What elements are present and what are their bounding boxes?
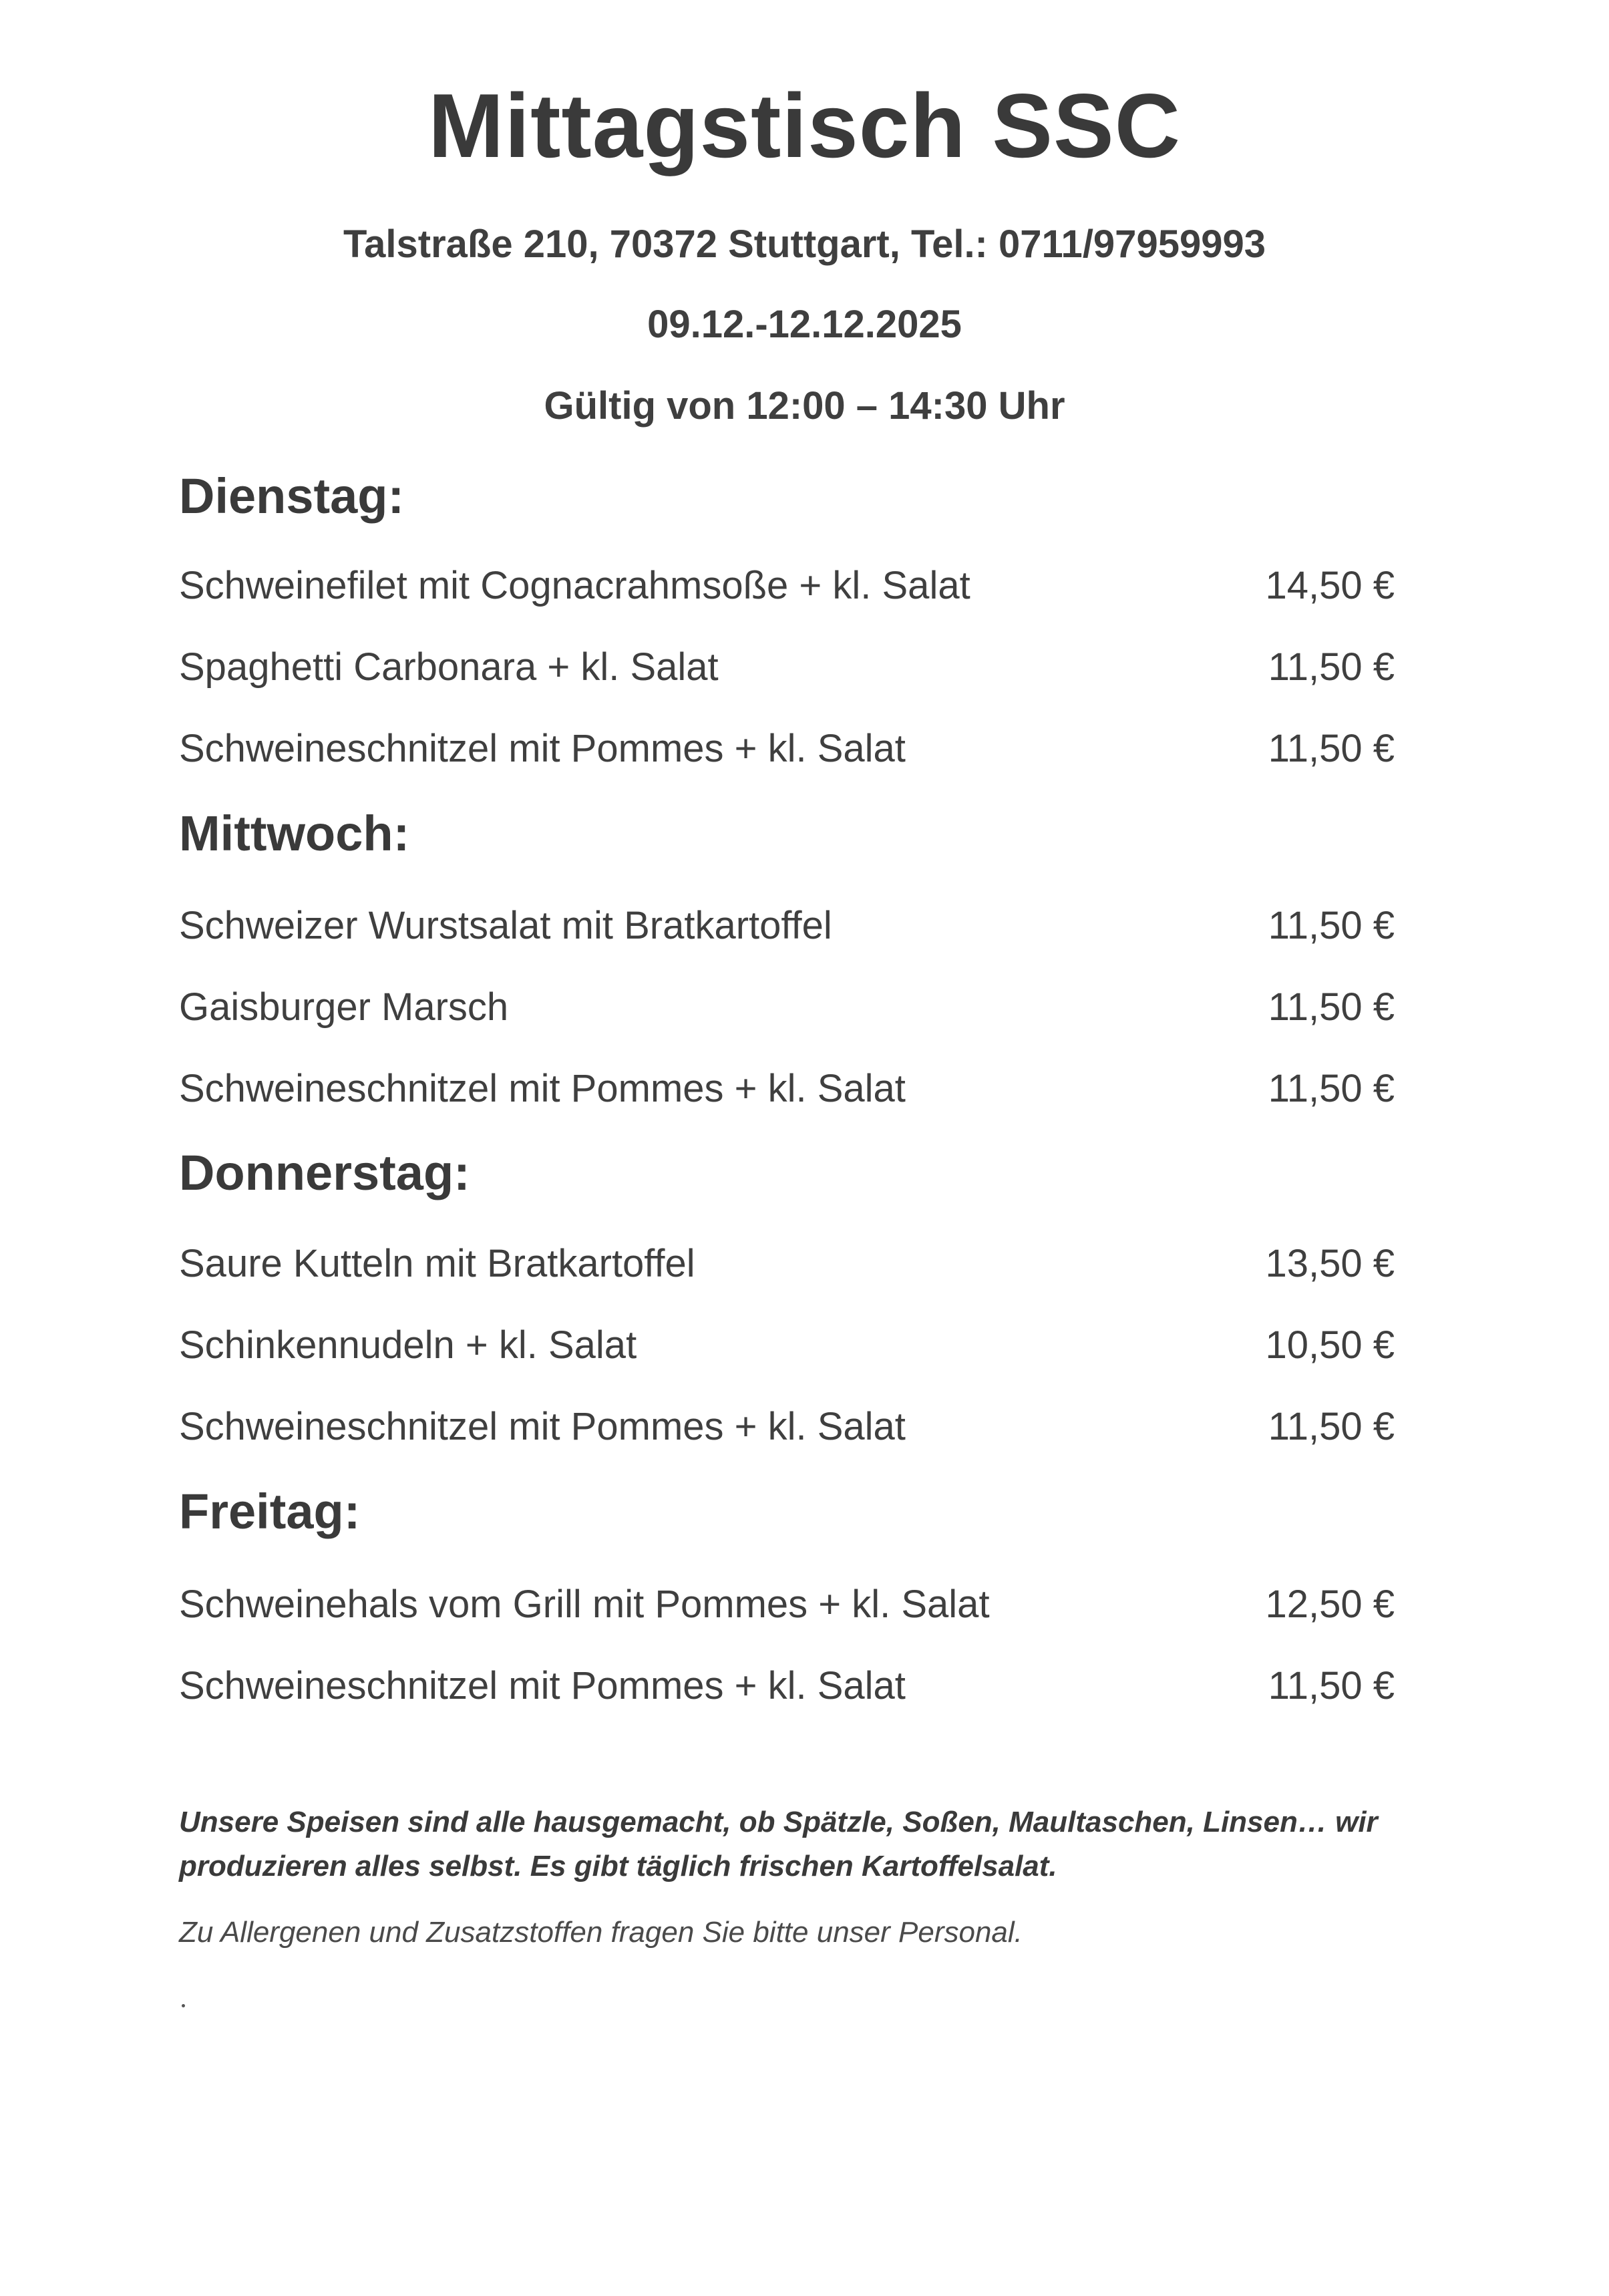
dish-price: 14,50 € [1265,564,1395,607]
menu-item [179,1404,1395,1458]
menu-dates: 09.12.-12.12.2025 [647,303,962,346]
day-heading-dienstag: Dienstag: [179,468,405,524]
dish-name: Gaisburger Marsch [179,985,509,1029]
homemade-note: Unsere Speisen sind alle hausgemacht, ob Spätzle, Soßen, Maultaschen, Linsen… wir produzieren alles selbst. Es gibt täglich frischen Kartoffelsalat. [179,1806,1378,1882]
dish-price: 11,50 € [1268,645,1395,689]
menu-item [179,903,1395,957]
day-heading-freitag: Freitag: [179,1484,361,1539]
dish-price: 13,50 € [1265,1242,1395,1285]
opening-hours: Gültig von 12:00 – 14:30 Uhr [544,384,1065,428]
dish-price: 12,50 € [1265,1583,1395,1626]
menu-item [179,985,1395,1038]
dish-price: 11,50 € [1268,1664,1395,1707]
menu-item [179,563,1395,617]
dish-price: 11,50 € [1268,985,1395,1029]
day-heading-mittwoch: Mittwoch: [179,806,410,861]
menu-item [179,1323,1395,1376]
stray-dot [182,2004,185,2007]
day-heading-donnerstag: Donnerstag: [179,1145,470,1200]
menu-item [179,645,1395,698]
dish-price: 11,50 € [1268,904,1395,947]
dish-price: 11,50 € [1268,1067,1395,1110]
dish-name: Schweineschnitzel mit Pommes + kl. Salat [179,1664,906,1707]
dish-name: Schweineschnitzel mit Pommes + kl. Salat [179,1405,906,1448]
menu-item [179,1582,1395,1635]
menu-item [179,1241,1395,1295]
dish-name: Schweinehals vom Grill mit Pommes + kl. Salat [179,1583,990,1626]
dish-name: Schweizer Wurstsalat mit Bratkartoffel [179,904,832,947]
dish-price: 11,50 € [1268,1405,1395,1448]
restaurant-address: Talstraße 210, 70372 Stuttgart, Tel.: 0711/97959993 [343,222,1266,266]
page-title: Mittagstisch SSC [428,75,1181,176]
allergen-note: Zu Allergenen und Zusatzstoffen fragen Sie bitte unser Personal. [179,1916,1023,1949]
menu-item [179,1663,1395,1717]
dish-name: Saure Kutteln mit Bratkartoffel [179,1242,695,1285]
dish-name: Schweinefilet mit Cognacrahmsoße + kl. Salat [179,564,970,607]
dish-name: Spaghetti Carbonara + kl. Salat [179,645,719,689]
menu-item [179,726,1395,780]
menu-item [179,1066,1395,1120]
dish-price: 10,50 € [1265,1323,1395,1367]
dish-price: 11,50 € [1268,727,1395,770]
dish-name: Schweineschnitzel mit Pommes + kl. Salat [179,1067,906,1110]
dish-name: Schinkennudeln + kl. Salat [179,1323,637,1367]
dish-name: Schweineschnitzel mit Pommes + kl. Salat [179,727,906,770]
